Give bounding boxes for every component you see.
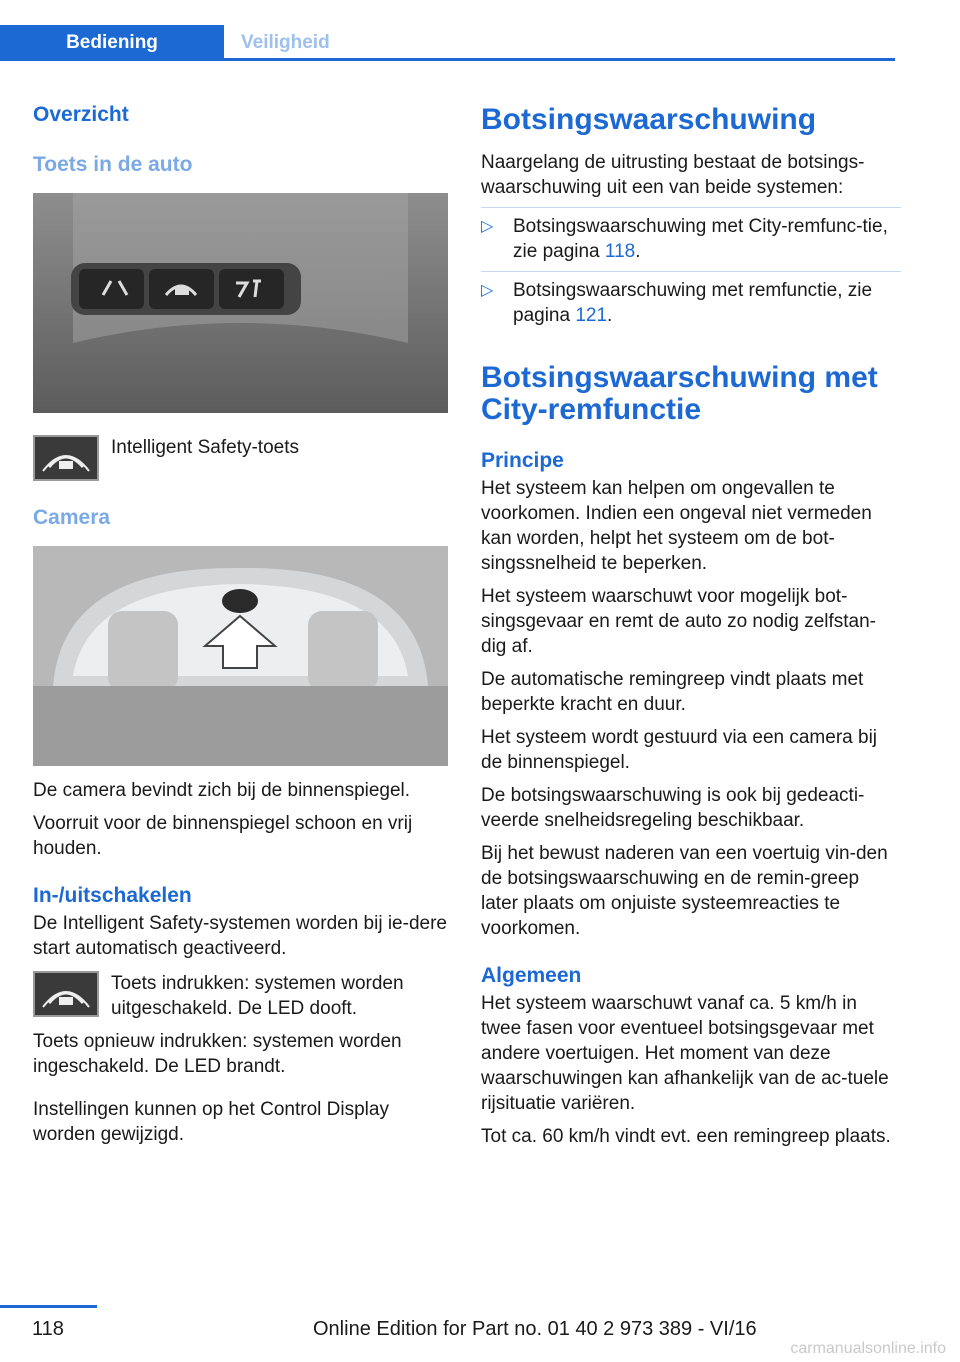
left-column: [33, 100, 448, 1147]
icon2-caption: Toets indrukken: systemen worden uitgeschakeld. De LED dooft.: [111, 973, 404, 1019]
algemeen-p1: Het systeem waarschuwt vanaf ca. 5 km/h in twee fasen voor eventueel botsingsgevaar met andere voertuigen. Het moment van deze waarschuwingen kan afhankelijk van de ac‐tuele rijsituatie variëren.: [481, 993, 889, 1114]
watermark: carmanualsonline.info: [790, 1340, 946, 1357]
bullet-city-text: Botsingswaarschuwing met City-remfunc‐tie, zie pagina 118.: [513, 216, 888, 262]
title-city-remfunctie: Botsingswaarschuwing met City-remfunctie: [481, 361, 878, 426]
safety-key-row: [33, 435, 448, 481]
footer-rule: [0, 1305, 97, 1308]
top-tab-bar: [0, 25, 895, 61]
camera-p1: De camera bevindt zich bij de binnenspiegel.: [33, 780, 411, 801]
bullet-city-label: Botsingswaarschuwing met City-remfunc‐tie, zie pagina: [513, 216, 888, 262]
heading-in-uitschakelen: In-/uitschakelen: [33, 884, 192, 907]
photo-camera: [33, 546, 448, 766]
camera-p2: Voorruit voor de binnenspiegel schoon en vrij houden.: [33, 813, 413, 859]
triangle-bullet-icon: ▷: [481, 282, 494, 299]
principe-p6: Bij het bewust naderen van een voertuig vin‐den de botsingswaarschuwing en de remin‐greep later plaats om onjuiste systeemreacties te voorkomen.: [481, 843, 888, 939]
algemeen-p2: Tot ca. 60 km/h vindt evt. een remingreep plaats.: [481, 1126, 891, 1147]
header-rule: [0, 58, 895, 61]
principe-p2: Het systeem waarschuwt voor mogelijk bot‐singsgevaar en remt de auto zo nodig zelfstan‐dig af.: [481, 586, 877, 657]
principe-p3: De automatische remingreep vindt plaats met beperkte kracht en duur.: [481, 669, 864, 715]
link-page-121[interactable]: 121: [575, 305, 608, 326]
tab-veiligheid[interactable]: Veiligheid: [241, 32, 330, 53]
link-page-118[interactable]: 118: [604, 241, 636, 262]
title-botsingswaarschuwing: Botsingswaarschuwing: [481, 103, 817, 136]
inuit-p3: Instellingen kunnen op het Control Display worden gewijzigd.: [33, 1099, 389, 1145]
triangle-bullet-icon: ▷: [481, 218, 494, 235]
heading-overzicht: Overzicht: [33, 103, 129, 126]
bullet-rem: [481, 271, 901, 328]
heading-algemeen: Algemeen: [481, 964, 582, 987]
bullet-rem-label: Botsingswaarschuwing met remfunctie, zie pagina: [513, 280, 873, 326]
bullet-rem-text: Botsingswaarschuwing met remfunctie, zie pagina 121.: [513, 280, 873, 326]
principe-p4: Het systeem wordt gestuurd via een camera bij de binnenspiegel.: [481, 727, 878, 773]
toggle-key-row: [33, 971, 448, 1021]
inuit-p2: Toets opnieuw indrukken: systemen worden ingeschakeld. De LED brandt.: [33, 1031, 402, 1077]
heading-principe: Principe: [481, 449, 564, 472]
bullet-city: [481, 207, 901, 264]
principe-p1: Het systeem kan helpen om ongevallen te voorkomen. Indien een ongeval niet vermeden kan worden, helpt het systeem om de bot‐singssnelheid te beperken.: [481, 478, 872, 574]
intro: Naargelang de uitrusting bestaat de botsings‐waarschuwing uit een van beide systemen:: [481, 152, 865, 198]
icon1-caption: Intelligent Safety-toets: [111, 437, 299, 458]
heading-camera: Camera: [33, 506, 111, 529]
online-edition: Online Edition for Part no. 01 40 2 973 389 - VI/16: [313, 1318, 757, 1340]
intelligent-safety-icon: [33, 435, 99, 481]
intelligent-safety-icon: [33, 971, 99, 1017]
page-number: 118: [32, 1318, 64, 1340]
inuit-p1: De Intelligent Safety-systemen worden bij ie‐dere start automatisch geactiveerd.: [33, 913, 447, 959]
principe-p5: De botsingswaarschuwing is ook bij gedeacti‐veerde snelheidsregeling beschikbaar.: [481, 785, 865, 831]
photo-buttons: [33, 193, 448, 413]
right-column: [481, 100, 901, 1149]
tab-bediening[interactable]: Bediening: [0, 25, 224, 61]
heading-toets-in-de-auto: Toets in de auto: [33, 153, 193, 176]
